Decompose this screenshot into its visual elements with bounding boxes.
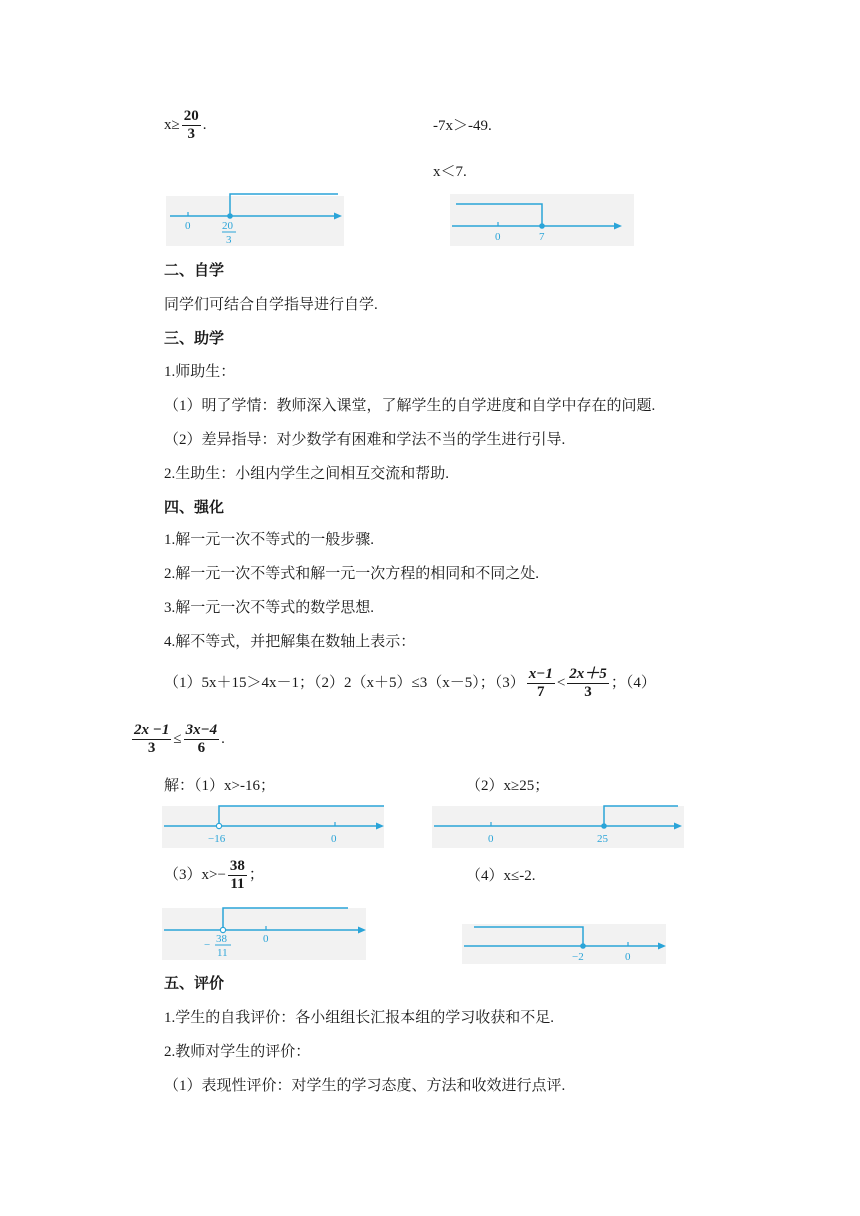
relation-symbol: ≤ (173, 730, 182, 747)
tick-label-38: 38 (216, 933, 227, 945)
tick-label-3: 3 (226, 234, 232, 246)
fraction-numerator: 3x−4 (185, 722, 218, 738)
section-2-title: 二、自学 (164, 261, 225, 279)
section-5-title: 五、评价 (164, 974, 225, 992)
tick-label-0: 0 (331, 833, 337, 845)
relation-symbol: < (556, 674, 566, 691)
fraction-denominator: 3 (132, 739, 171, 757)
fraction-x-1-over-7 (527, 666, 555, 701)
exercise-list-line-2 (130, 722, 225, 757)
tick-label-0: 0 (495, 231, 501, 243)
fraction-numerator: 20 (183, 108, 199, 124)
number-line-answer-4 (462, 916, 668, 964)
number-line-panel (166, 196, 344, 246)
top-left-inequality (164, 108, 206, 143)
tick-label-0: 0 (488, 833, 494, 845)
answer-4: （4）x≤-2. (466, 868, 536, 884)
section-3-p4: 2.生助生：小组内学生之间相互交流和帮助. (164, 466, 450, 482)
fraction-2x-5-over-3 (567, 666, 609, 701)
number-line-answer-2 (432, 802, 688, 848)
number-line-answer-3 (162, 904, 370, 960)
section-4-p4: 4.解不等式，并把解集在数轴上表示： (164, 634, 416, 650)
tick-label-20: 20 (222, 220, 233, 232)
inequality-prefix: x≥ (164, 116, 180, 133)
fraction-3x-4-over-6 (184, 722, 220, 757)
fraction-20-3 (182, 108, 201, 143)
tick-label-neg16: −16 (208, 833, 226, 845)
section-3-p2: （1）明了学情：教师深入课堂，了解学生的自学进度和自学中存在的问题. (164, 398, 656, 414)
tick-label-neg2: −2 (572, 951, 584, 963)
fraction-numerator: 2x −1 (134, 722, 170, 738)
number-line-answer-1 (162, 802, 388, 848)
answer-3 (164, 858, 264, 893)
fraction-denominator: 6 (184, 739, 220, 757)
fraction-2x-1-over-3 (132, 722, 171, 757)
section-5-p1: 1.学生的自我评价：各小组组长汇报本组的学习收获和不足. (164, 1010, 555, 1026)
tick-label-0: 0 (263, 933, 269, 945)
section-4-p2: 2.解一元一次不等式和解一元一次方程的相同和不同之处. (164, 566, 540, 582)
solid-point (601, 823, 607, 829)
section-4-p3: 3.解一元一次不等式的数学思想. (164, 600, 375, 616)
section-3-p3: （2）差异指导：对少数学有困难和学法不当的学生进行引导. (164, 432, 566, 448)
exercise-parts-1-3: （1）5x＋15＞4x－1；（2）2（x＋5）≤3（x－5）；（3） (164, 674, 525, 691)
answer-2: （2）x≥25； (466, 778, 550, 794)
fraction-numerator: x−1 (528, 666, 553, 682)
top-right-line-2: x＜7. (433, 164, 467, 180)
fraction-denominator: 3 (182, 125, 201, 143)
open-point (216, 823, 221, 828)
section-4-p1: 1.解一元一次不等式的一般步骤. (164, 532, 375, 548)
section-3-title: 三、助学 (164, 329, 225, 347)
number-line-x-ge-20-3 (166, 192, 346, 248)
tick-label-11: 11 (217, 947, 228, 959)
tick-label-0: 0 (625, 951, 631, 963)
number-line-panel (462, 924, 666, 964)
tick-label-25: 25 (597, 833, 608, 845)
solid-point (227, 213, 233, 219)
section-2-body: 同学们可结合自学指导进行自学. (164, 297, 378, 313)
section-3-p1: 1.师助生： (164, 364, 236, 380)
sentence-end: . (221, 730, 225, 747)
tick-label-7: 7 (539, 231, 545, 243)
section-5-p2: 2.教师对学生的评价： (164, 1044, 311, 1060)
section-5-p3: （1）表现性评价：对学生的学习态度、方法和收效进行点评. (164, 1078, 566, 1094)
fraction-numerator: 38 (229, 858, 245, 874)
fraction-denominator: 3 (567, 683, 609, 701)
number-line-x-lt-7 (450, 194, 634, 250)
answer-1: 解：（1）x>-16； (164, 778, 275, 794)
top-right-line-1: -7x＞-49. (433, 118, 492, 134)
fraction-numerator: 2x＋5 (569, 666, 607, 682)
fraction-denominator: 11 (228, 875, 247, 893)
section-4-title: 四、强化 (164, 498, 225, 516)
inequality-suffix: . (202, 116, 207, 133)
number-line-panel (432, 806, 684, 848)
solid-point (580, 943, 586, 949)
open-point (220, 927, 225, 932)
exercise-list-line-1 (164, 666, 656, 701)
number-line-panel (162, 806, 384, 848)
answer-3-prefix: （3）x>− (164, 866, 226, 883)
tick-label-0: 0 (185, 220, 191, 232)
fraction-denominator: 7 (527, 683, 555, 701)
tick-minus-sign: − (204, 939, 211, 951)
open-point (539, 223, 545, 229)
fraction-38-over-11 (228, 858, 247, 893)
exercise-part-4-label: ；（4） (610, 674, 656, 691)
answer-3-suffix: ； (248, 866, 264, 883)
